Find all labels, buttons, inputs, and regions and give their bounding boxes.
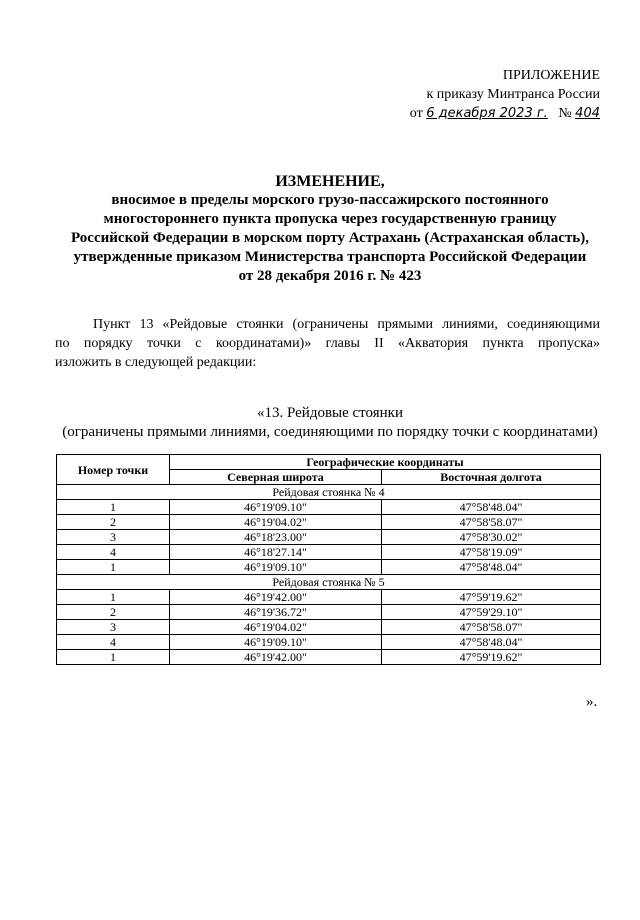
paragraph-line: изложить в следующей редакции: — [55, 355, 257, 370]
longitude-cell: 47°59'19.62" — [382, 650, 601, 665]
group-row — [57, 485, 601, 500]
latitude-cell: 46°19'09.10" — [170, 560, 382, 575]
appendix-subtitle: к приказу Минтранса России — [426, 87, 600, 102]
heading-line: утвержденные приказом Министерства транспорта Российской Федерации — [73, 249, 587, 265]
body-paragraph — [55, 315, 600, 372]
section-subtitle: (ограничены прямыми линиями, соединяющими по порядку точки с координатами) — [62, 424, 598, 440]
group-name: Рейдовая стоянка № 5 — [57, 575, 601, 590]
appendix-title: ПРИЛОЖЕНИЕ — [502, 68, 600, 83]
longitude-cell: 47°58'58.07" — [382, 620, 601, 635]
heading-line: от 28 декабря 2016 г. № 423 — [238, 268, 422, 284]
table-row — [57, 500, 601, 515]
heading-line: вносимое в пределы морского грузо-пассажирского постоянного — [111, 192, 549, 208]
heading-main: ИЗМЕНЕНИЕ, — [275, 173, 385, 190]
longitude-cell: 47°58'48.04" — [382, 500, 601, 515]
table-row — [57, 635, 601, 650]
heading-block — [40, 172, 620, 286]
paragraph-line: Пункт 13 «Рейдовые стоянки (ограничены прямыми линиями, соединяющими — [93, 317, 600, 332]
heading-line: Российской Федерации в морском порту Астрахань (Астраханская область), — [71, 230, 589, 246]
latitude-cell: 46°19'09.10" — [170, 635, 382, 650]
header-latitude: Северная широта — [170, 470, 382, 485]
point-number-cell: 1 — [57, 590, 170, 605]
latitude-cell: 46°18'27.14" — [170, 545, 382, 560]
handwritten-date: 6 декабря 2023 г. — [426, 106, 548, 121]
section-title-block — [40, 404, 620, 442]
header-geo-coordinates: Географические координаты — [170, 455, 601, 470]
table-row — [57, 590, 601, 605]
latitude-cell: 46°19'04.02" — [170, 515, 382, 530]
heading-line: многостороннего пункта пропуска через государственную границу — [103, 211, 557, 227]
point-number-cell: 2 — [57, 515, 170, 530]
coordinates-table — [56, 454, 601, 665]
group-row — [57, 575, 601, 590]
longitude-cell: 47°58'30.02" — [382, 530, 601, 545]
number-prefix: № — [558, 106, 572, 121]
point-number-cell: 1 — [57, 650, 170, 665]
longitude-cell: 47°58'48.04" — [382, 560, 601, 575]
point-number-cell: 4 — [57, 635, 170, 650]
table-row — [57, 545, 601, 560]
header-point-number: Номер точки — [57, 455, 170, 485]
handwritten-number: 404 — [575, 106, 600, 121]
group-name: Рейдовая стоянка № 4 — [57, 485, 601, 500]
table-row — [57, 560, 601, 575]
point-number-cell: 3 — [57, 530, 170, 545]
table-row — [57, 605, 601, 620]
date-prefix: от — [409, 106, 423, 121]
latitude-cell: 46°19'09.10" — [170, 500, 382, 515]
closing-quote: ». — [586, 694, 598, 710]
latitude-cell: 46°19'04.02" — [170, 620, 382, 635]
longitude-cell: 47°58'58.07" — [382, 515, 601, 530]
section-title: «13. Рейдовые стоянки — [256, 405, 403, 421]
appendix-date-line — [400, 104, 600, 123]
point-number-cell: 2 — [57, 605, 170, 620]
point-number-cell: 3 — [57, 620, 170, 635]
table-row — [57, 515, 601, 530]
latitude-cell: 46°19'36.72" — [170, 605, 382, 620]
longitude-cell: 47°59'19.62" — [382, 590, 601, 605]
point-number-cell: 1 — [57, 560, 170, 575]
point-number-cell: 1 — [57, 500, 170, 515]
appendix-block — [400, 66, 600, 123]
latitude-cell: 46°19'42.00" — [170, 590, 382, 605]
longitude-cell: 47°58'19.09" — [382, 545, 601, 560]
point-number-cell: 4 — [57, 545, 170, 560]
table-row — [57, 530, 601, 545]
longitude-cell: 47°59'29.10" — [382, 605, 601, 620]
table-row — [57, 620, 601, 635]
latitude-cell: 46°18'23.00" — [170, 530, 382, 545]
paragraph-line: по порядку точки с координатами)» главы II «Акватория пункта пропуска» — [55, 336, 600, 351]
table-body — [57, 485, 601, 665]
header-longitude: Восточная долгота — [382, 470, 601, 485]
longitude-cell: 47°58'48.04" — [382, 635, 601, 650]
latitude-cell: 46°19'42.00" — [170, 650, 382, 665]
table-row — [57, 650, 601, 665]
